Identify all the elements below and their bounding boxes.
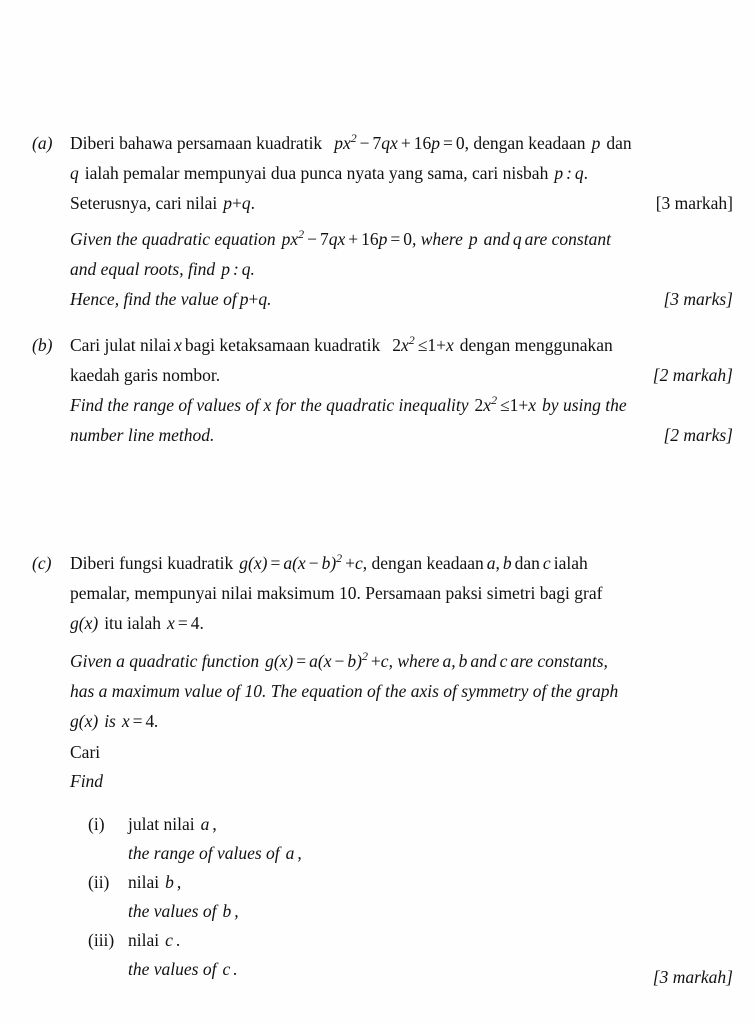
part-c-english-line1-mid: and — [470, 651, 497, 671]
part-b-english-line2-text: number line method. — [70, 425, 215, 445]
part-c-english-sep-1: , — [451, 651, 456, 671]
subquestion-ii-malay-end: , — [176, 872, 182, 892]
part-a-english-line-2 — [70, 254, 733, 284]
subquestion-iii-malay-end: . — [175, 930, 181, 950]
part-a-malay-line2-text: ialah pemalar mempunyai dua punca nyata yang sama, cari nisbah — [84, 163, 549, 183]
subquestion-iii-english-end: . — [233, 959, 238, 979]
part-c-english-line3-end: . — [154, 711, 159, 731]
subquestion-i-malay-text: julat nilai — [128, 814, 195, 834]
part-b-malay-line1-pre: Cari julat nilai — [70, 335, 172, 355]
part-b-inequality-malay: $2x^2 \le 1+x$ — [392, 333, 454, 355]
part-b-malay-line1-mid: bagi ketaksamaan kuadratik — [184, 335, 381, 355]
part-b-english-marks: [2 marks] — [663, 425, 733, 445]
question-part-a — [32, 128, 733, 314]
part-a-english-line3-pre: Hence, find the value of — [70, 289, 237, 309]
subquestion-ii-malay-var: b — [165, 872, 174, 892]
part-c-english-axis-eq: x = 4 — [121, 711, 155, 731]
question-part-c — [32, 548, 733, 736]
subquestion-ii-english — [88, 897, 302, 926]
part-a-malay-var-q: q — [70, 163, 79, 183]
part-a-english-ratio: p : q — [221, 259, 251, 279]
part-a-english-marks: [3 marks] — [663, 289, 733, 309]
part-c-english-var-a: a — [442, 651, 452, 671]
subquestion-i-english-end: , — [297, 843, 302, 863]
part-c-english-line2-text: has a maximum value of 10. The equation of the axis of symmetry of the graph — [70, 681, 619, 701]
part-b-malay-line2-text: kaedah garis nombor. — [70, 365, 221, 385]
subquestion-iii-english-var: c — [222, 959, 231, 979]
subquestion-ii-english-end: , — [234, 901, 239, 921]
part-c-malay-sep-1: , — [495, 553, 500, 573]
part-b-malay-marks: [2 markah] — [652, 365, 733, 385]
part-c-english-line3-mid: is — [104, 711, 116, 731]
subquestion-ii-number: (ii) — [88, 872, 110, 892]
part-a-malay-marks: [3 markah] — [655, 193, 733, 213]
subquestion-i-english-text: the range of values of — [128, 843, 280, 863]
part-a-malay-line1-pre: Diberi bahawa persamaan kuadratik — [70, 133, 323, 153]
part-a-english-line1-mid: and — [483, 229, 510, 249]
part-c-malay-fn-gx: g(x) — [70, 613, 99, 633]
part-c-malay-line1-mid: dan — [514, 553, 540, 573]
part-c-malay-line1-post: , dengan keadaan — [362, 553, 484, 573]
part-c-malay-var-a: a — [486, 553, 496, 573]
subquestion-i-number: (i) — [88, 814, 105, 834]
find-label-english: Find — [70, 771, 104, 791]
part-c-malay-line-3 — [70, 608, 733, 638]
part-c-function-malay: $g(x) = a(x - b)^2 +c$ — [239, 551, 363, 573]
part-a-equation-malay: $px^2 - 7qx + 16p = 0$ — [334, 131, 465, 153]
part-c-marks: [3 markah] — [652, 967, 733, 987]
part-c-english-line1-pre: Given a quadratic function — [70, 651, 260, 671]
part-c-english-line1-end: are constants, — [510, 651, 608, 671]
part-b-malay-line1-end: dengan menggunakan — [459, 335, 613, 355]
subquestion-i-english-var: a — [285, 843, 295, 863]
part-c-malay-line1-pre: Diberi fungsi kuadratik — [70, 553, 234, 573]
part-b-inequality-english: $2x^2 \le 1+x$ — [474, 393, 537, 415]
part-c-function-english: $g(x) = a(x - b)^2 +c$ — [265, 649, 389, 671]
subquestion-iii-number: (iii) — [88, 930, 115, 950]
subquestion-ii-english-text: the values of — [128, 901, 217, 921]
part-c-malay-line1-end: ialah — [553, 553, 588, 573]
part-c-malay-var-b: b — [502, 553, 512, 573]
question-part-b — [32, 330, 733, 450]
part-a-english-line-1 — [70, 224, 733, 254]
part-b-malay-line-1 — [70, 330, 733, 360]
part-b-english-line-2 — [70, 420, 733, 450]
part-a-english-line1-post: , where — [411, 229, 463, 249]
part-a-label: (a) — [32, 133, 53, 153]
part-a-english-var-p: p — [468, 229, 478, 249]
find-label-malay: Cari — [70, 742, 101, 762]
part-a-malay-var-p: p — [591, 133, 601, 153]
part-c-subquestion-i — [88, 810, 302, 868]
part-a-english-line-3 — [70, 284, 733, 314]
part-a-malay-line-3 — [70, 188, 733, 218]
subquestion-iii-malay-text: nilai — [128, 930, 160, 950]
part-c-malay-line3-end: . — [199, 613, 204, 633]
part-c-english-var-c: c — [499, 651, 508, 671]
part-c-malay-line-1 — [70, 548, 733, 578]
part-c-malay-var-c: c — [542, 553, 551, 573]
part-a-english-line2-end: . — [250, 259, 255, 279]
part-c-label: (c) — [32, 553, 52, 573]
part-a-english-line3-end: . — [267, 289, 272, 309]
subquestion-iii-english — [88, 955, 302, 984]
subquestion-iii-english-text: the values of — [128, 959, 217, 979]
subquestion-i-english — [88, 839, 302, 868]
part-a-english-line1-end: are constant — [524, 229, 611, 249]
subquestion-i-malay-end: , — [212, 814, 217, 834]
subquestion-ii-malay-text: nilai — [128, 872, 160, 892]
part-a-malay-line3-pre: Seterusnya, cari nilai — [70, 193, 218, 213]
part-a-malay-line-1 — [70, 128, 733, 158]
part-b-label: (b) — [32, 335, 53, 355]
part-a-english-line1-pre: Given the quadratic equation — [70, 229, 276, 249]
part-c-english-line-1 — [70, 646, 733, 676]
subquestion-ii-english-var: b — [222, 901, 232, 921]
part-c-english-fn-gx: g(x) — [70, 711, 99, 731]
part-a-malay-line1-end: dan — [606, 133, 632, 153]
part-a-malay-expr-pq: p+q — [223, 193, 251, 213]
part-a-malay-line2-end: . — [583, 163, 589, 183]
part-c-subquestion-list — [88, 810, 302, 984]
subquestion-iii-malay-var: c — [165, 930, 173, 950]
part-a-english-line2-pre: and equal roots, find — [70, 259, 216, 279]
part-c-english-line1-post: , where — [388, 651, 440, 671]
part-b-malay-line-2 — [70, 360, 733, 390]
subquestion-i-malay-var: a — [200, 814, 210, 834]
part-c-malay-line-2 — [70, 578, 733, 608]
part-a-malay-ratio: p : q — [554, 163, 584, 183]
part-b-malay-var-x: x — [174, 335, 182, 355]
part-a-malay-line-2 — [70, 158, 733, 188]
part-a-malay-line1-post: , dengan keadaan — [464, 133, 586, 153]
part-b-english-line-1 — [70, 390, 733, 420]
part-c-malay-line3-mid: itu ialah — [104, 613, 162, 633]
part-c-english-var-b: b — [458, 651, 468, 671]
part-a-equation-english: $px^2 - 7qx + 16p = 0$ — [281, 227, 412, 249]
part-a-english-var-q: q — [512, 229, 522, 249]
part-b-english-line1-end: by using the — [542, 395, 627, 415]
part-a-english-expr-pq: p+q — [239, 289, 268, 309]
part-c-subquestion-ii — [88, 868, 302, 926]
part-c-english-line-3 — [70, 706, 733, 736]
part-c-malay-axis-eq: x = 4 — [167, 613, 200, 633]
part-c-english-line-2 — [70, 676, 733, 706]
part-c-malay-line2-text: pemalar, mempunyai nilai maksimum 10. Persamaan paksi simetri bagi graf — [70, 583, 603, 603]
part-b-english-line1-pre: Find the range of values of x for the quadratic inequality — [70, 395, 469, 415]
part-c-subquestion-iii — [88, 926, 302, 984]
part-a-malay-line3-end: . — [250, 193, 255, 213]
find-instruction-block — [70, 738, 103, 796]
